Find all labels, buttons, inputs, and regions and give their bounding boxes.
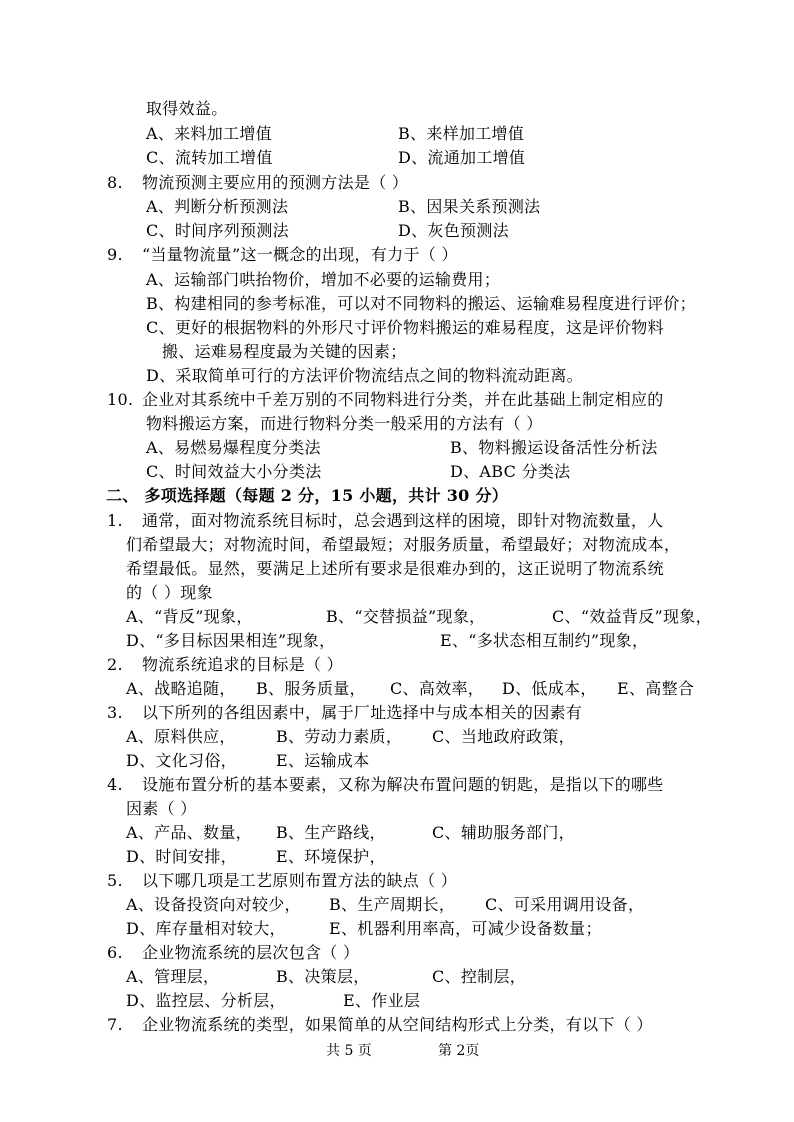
- m4-option-e: E、环境保护，: [276, 847, 386, 866]
- m2-option-e: E、高整合: [617, 679, 695, 698]
- m5-option-b: B、生产周期长，: [329, 895, 456, 914]
- q9-option-c-line2: 搬、运难易程度最为关键的因素；: [162, 342, 407, 361]
- m6-option-d: D、监控层、分析层，: [126, 991, 286, 1010]
- m2-option-b: B、服务质量，: [256, 679, 366, 698]
- m4-stem-line2: 因素（ ）: [126, 799, 197, 818]
- m2-number: 2.: [107, 655, 123, 674]
- q7-option-c: C、流转加工增值: [146, 148, 273, 167]
- m5-option-a: A、设备投资向对较少，: [126, 895, 301, 914]
- m7-stem: 企业物流系统的类型，如果简单的从空间结构形式上分类，有以下（ ）: [142, 1015, 653, 1034]
- m1-option-e: E、“多状态相互制约”现象，: [440, 631, 649, 650]
- q8-number: 8.: [107, 173, 123, 192]
- q9-stem: “当量物流量”这一概念的出现，有力于（ ）: [142, 245, 458, 264]
- m3-stem: 以下所列的各组因素中，属于厂址选择中与成本相关的因素有: [142, 703, 583, 722]
- m4-stem-line1: 设施布置分析的基本要素，又称为解决布置问题的钥匙，是指以下的哪些: [142, 775, 664, 794]
- m4-number: 4.: [107, 775, 123, 794]
- q7-option-d: D、流通加工增值: [398, 148, 526, 167]
- m4-option-b: B、生产路线，: [276, 823, 386, 842]
- q10-option-a: A、易燃易爆程度分类法: [146, 438, 321, 457]
- q10-option-c: C、时间效益大小分类法: [146, 462, 322, 481]
- q8-option-a: A、判断分析预测法: [146, 197, 289, 216]
- m5-stem: 以下哪几项是工艺原则布置方法的缺点（ ）: [142, 871, 458, 890]
- m5-number: 5.: [107, 871, 123, 890]
- m6-number: 6.: [107, 943, 123, 962]
- m3-option-c: C、当地政府政策，: [432, 727, 575, 746]
- m5-option-c: C、可采用调用设备，: [485, 895, 645, 914]
- m1-option-c: C、“效益背反”现象，: [552, 607, 712, 626]
- m4-option-a: A、产品、数量，: [126, 823, 252, 842]
- m3-number: 3.: [107, 703, 123, 722]
- q9-number: 9.: [107, 245, 123, 264]
- m6-option-e: E、作业层: [343, 991, 421, 1010]
- m3-option-b: B、劳动力素质，: [276, 727, 403, 746]
- section-heading-multiple-choice: 二、 多项选择题（每题 2 分，15 小题，共计 30 分）: [106, 486, 509, 505]
- m6-option-c: C、控制层，: [432, 967, 527, 986]
- m1-stem-line3: 希望最低。显然，要满足上述所有要求是很难办到的，这正说明了物流系统: [126, 559, 664, 578]
- q8-option-d: D、灰色预测法: [398, 221, 509, 240]
- q8-stem: 物流预测主要应用的预测方法是（ ）: [142, 173, 409, 192]
- m3-option-e: E、运输成本: [276, 751, 370, 770]
- footer-total-pages: 共 5 页: [326, 1043, 372, 1059]
- m4-option-d: D、时间安排，: [126, 847, 237, 866]
- q10-number: 10.: [107, 390, 134, 409]
- m6-stem: 企业物流系统的层次包含（ ）: [142, 943, 360, 962]
- m2-option-c: C、高效率，: [390, 679, 485, 698]
- footer-current-page: 第 2页: [438, 1043, 480, 1059]
- q10-option-d: D、ABC 分类法: [450, 462, 571, 481]
- q10-stem-line2: 物料搬运方案，而进行物料分类一般采用的方法有（ ）: [146, 414, 543, 433]
- m2-option-d: D、低成本，: [502, 679, 597, 698]
- m1-option-a: A、“背反”现象，: [126, 607, 253, 626]
- m1-option-d: D、“多目标因果相连”现象，: [126, 631, 336, 650]
- m4-option-c: C、辅助服务部门，: [432, 823, 575, 842]
- m3-option-d: D、文化习俗，: [126, 751, 237, 770]
- m1-option-b: B、“交替损益”现象，: [326, 607, 486, 626]
- q10-stem-line1: 企业对其系统中千差万别的不同物料进行分类，并在此基础上制定相应的: [142, 390, 664, 409]
- q7-stem-continuation: 取得效益。: [146, 99, 228, 118]
- m1-stem-line4: 的（ ）现象: [126, 583, 213, 602]
- q7-option-a: A、来料加工增值: [146, 124, 272, 143]
- m6-option-a: A、管理层，: [126, 967, 220, 986]
- m2-option-a: A、战略追随，: [126, 679, 236, 698]
- q9-option-c-line1: C、更好的根据物料的外形尺寸评价物料搬运的难易程度，这是评价物料: [146, 318, 664, 337]
- q9-option-b: B、构建相同的参考标准，可以对不同物料的搬运、运输难易程度进行评价；: [146, 294, 696, 313]
- m6-option-b: B、决策层，: [276, 967, 370, 986]
- m1-number: 1.: [107, 511, 123, 530]
- q7-option-b: B、来样加工增值: [398, 124, 525, 143]
- q9-option-d: D、采取简单可行的方法评价物流结点之间的物料流动距离。: [146, 366, 583, 385]
- q8-option-c: C、时间序列预测法: [146, 221, 289, 240]
- q8-option-b: B、因果关系预测法: [398, 197, 541, 216]
- q9-option-a: A、运输部门哄抬物价，增加不必要的运输费用；: [146, 270, 501, 289]
- m3-option-a: A、原料供应，: [126, 727, 236, 746]
- m5-option-d: D、库存量相对较大，: [126, 919, 286, 938]
- m5-option-e: E、机器利用率高，可减少设备数量；: [329, 919, 602, 938]
- m1-stem-line2: 们希望最大；对物流时间，希望最短；对服务质量，希望最好；对物流成本，: [126, 535, 681, 554]
- m7-number: 7.: [107, 1015, 123, 1034]
- m2-stem: 物流系统追求的目标是（ ）: [142, 655, 343, 674]
- m1-stem-line1: 通常，面对物流系统目标时，总会遇到这样的困境，即针对物流数量，人: [142, 511, 664, 530]
- q10-option-b: B、物料搬运设备活性分析法: [450, 438, 658, 457]
